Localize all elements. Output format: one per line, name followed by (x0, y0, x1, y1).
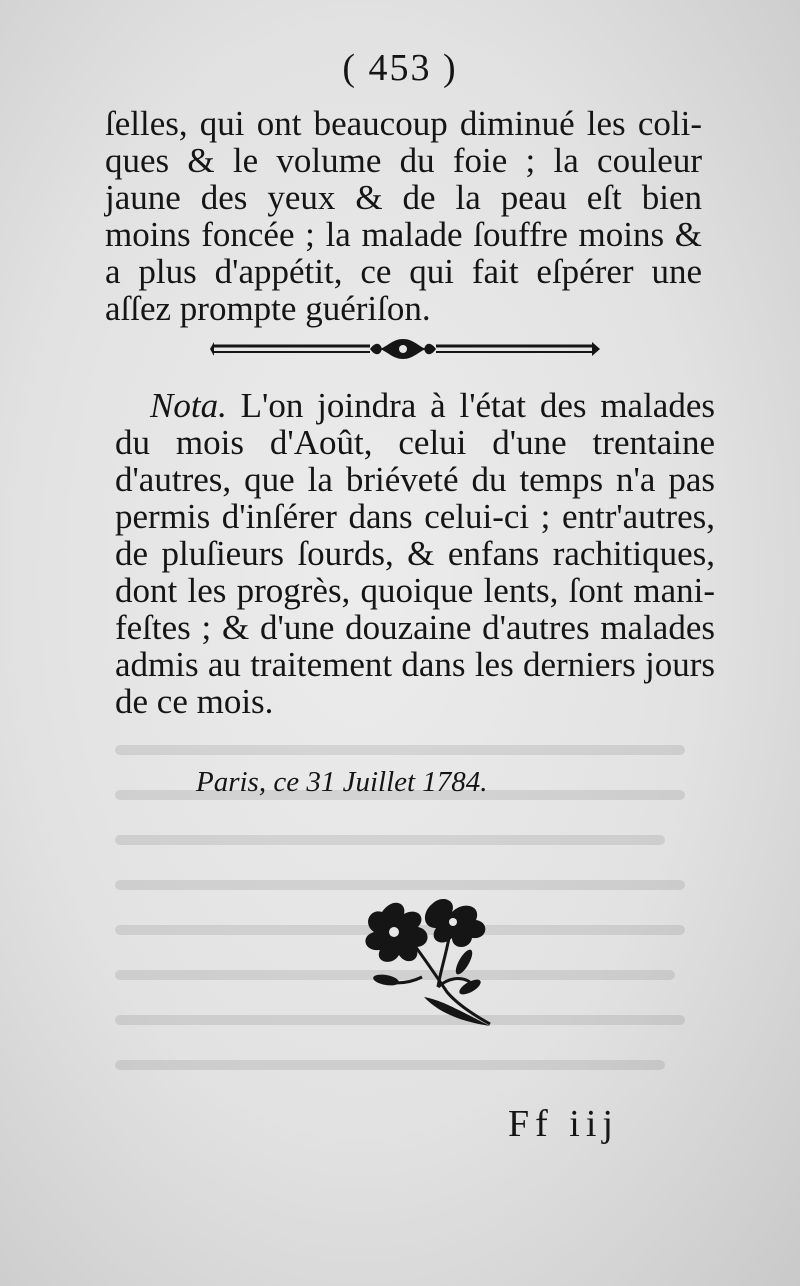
signature-mark: Ff iij (508, 1103, 619, 1145)
text-line: dont les progrès, quoique lents, ſont mani- (115, 571, 715, 610)
nota-label: Nota. (150, 386, 227, 425)
page-number: ( 453 ) (342, 47, 458, 89)
text-line: de pluſieurs ſourds, & enfans rachitiques, (115, 534, 715, 573)
text-line: aſſez prompte guériſon. (105, 289, 431, 328)
text-line: ſelles, qui ont beaucoup diminué les coli- (105, 104, 702, 143)
text-line: du mois d'Août, celui d'une trentaine (115, 423, 715, 462)
text-line: permis d'inſérer dans celui-ci ; entr'autres, (115, 497, 715, 536)
text-line: d'autres, que la briéveté du temps n'a pas (115, 460, 715, 499)
dateline: Paris, ce 31 Juillet 1784. (196, 766, 488, 798)
nota-first-line: L'on joindra à l'état des malades (226, 386, 715, 425)
text-line: jaune des yeux & de la peau eſt bien (105, 178, 702, 217)
text-line: feſtes ; & d'une douzaine d'autres malades (115, 608, 715, 647)
horizontal-rule-ornament (210, 336, 600, 362)
flower-ornament (352, 892, 502, 1032)
text-line: admis au traitement dans les derniers jours (115, 645, 715, 684)
text-line: a plus d'appétit, ce qui fait eſpérer une (105, 252, 702, 291)
text-line: de ce mois. (115, 682, 274, 721)
text-line (150, 386, 715, 426)
text-line: moins foncée ; la malade ſouffre moins & (105, 215, 702, 254)
text-line: ques & le volume du foie ; la couleur (105, 141, 702, 180)
